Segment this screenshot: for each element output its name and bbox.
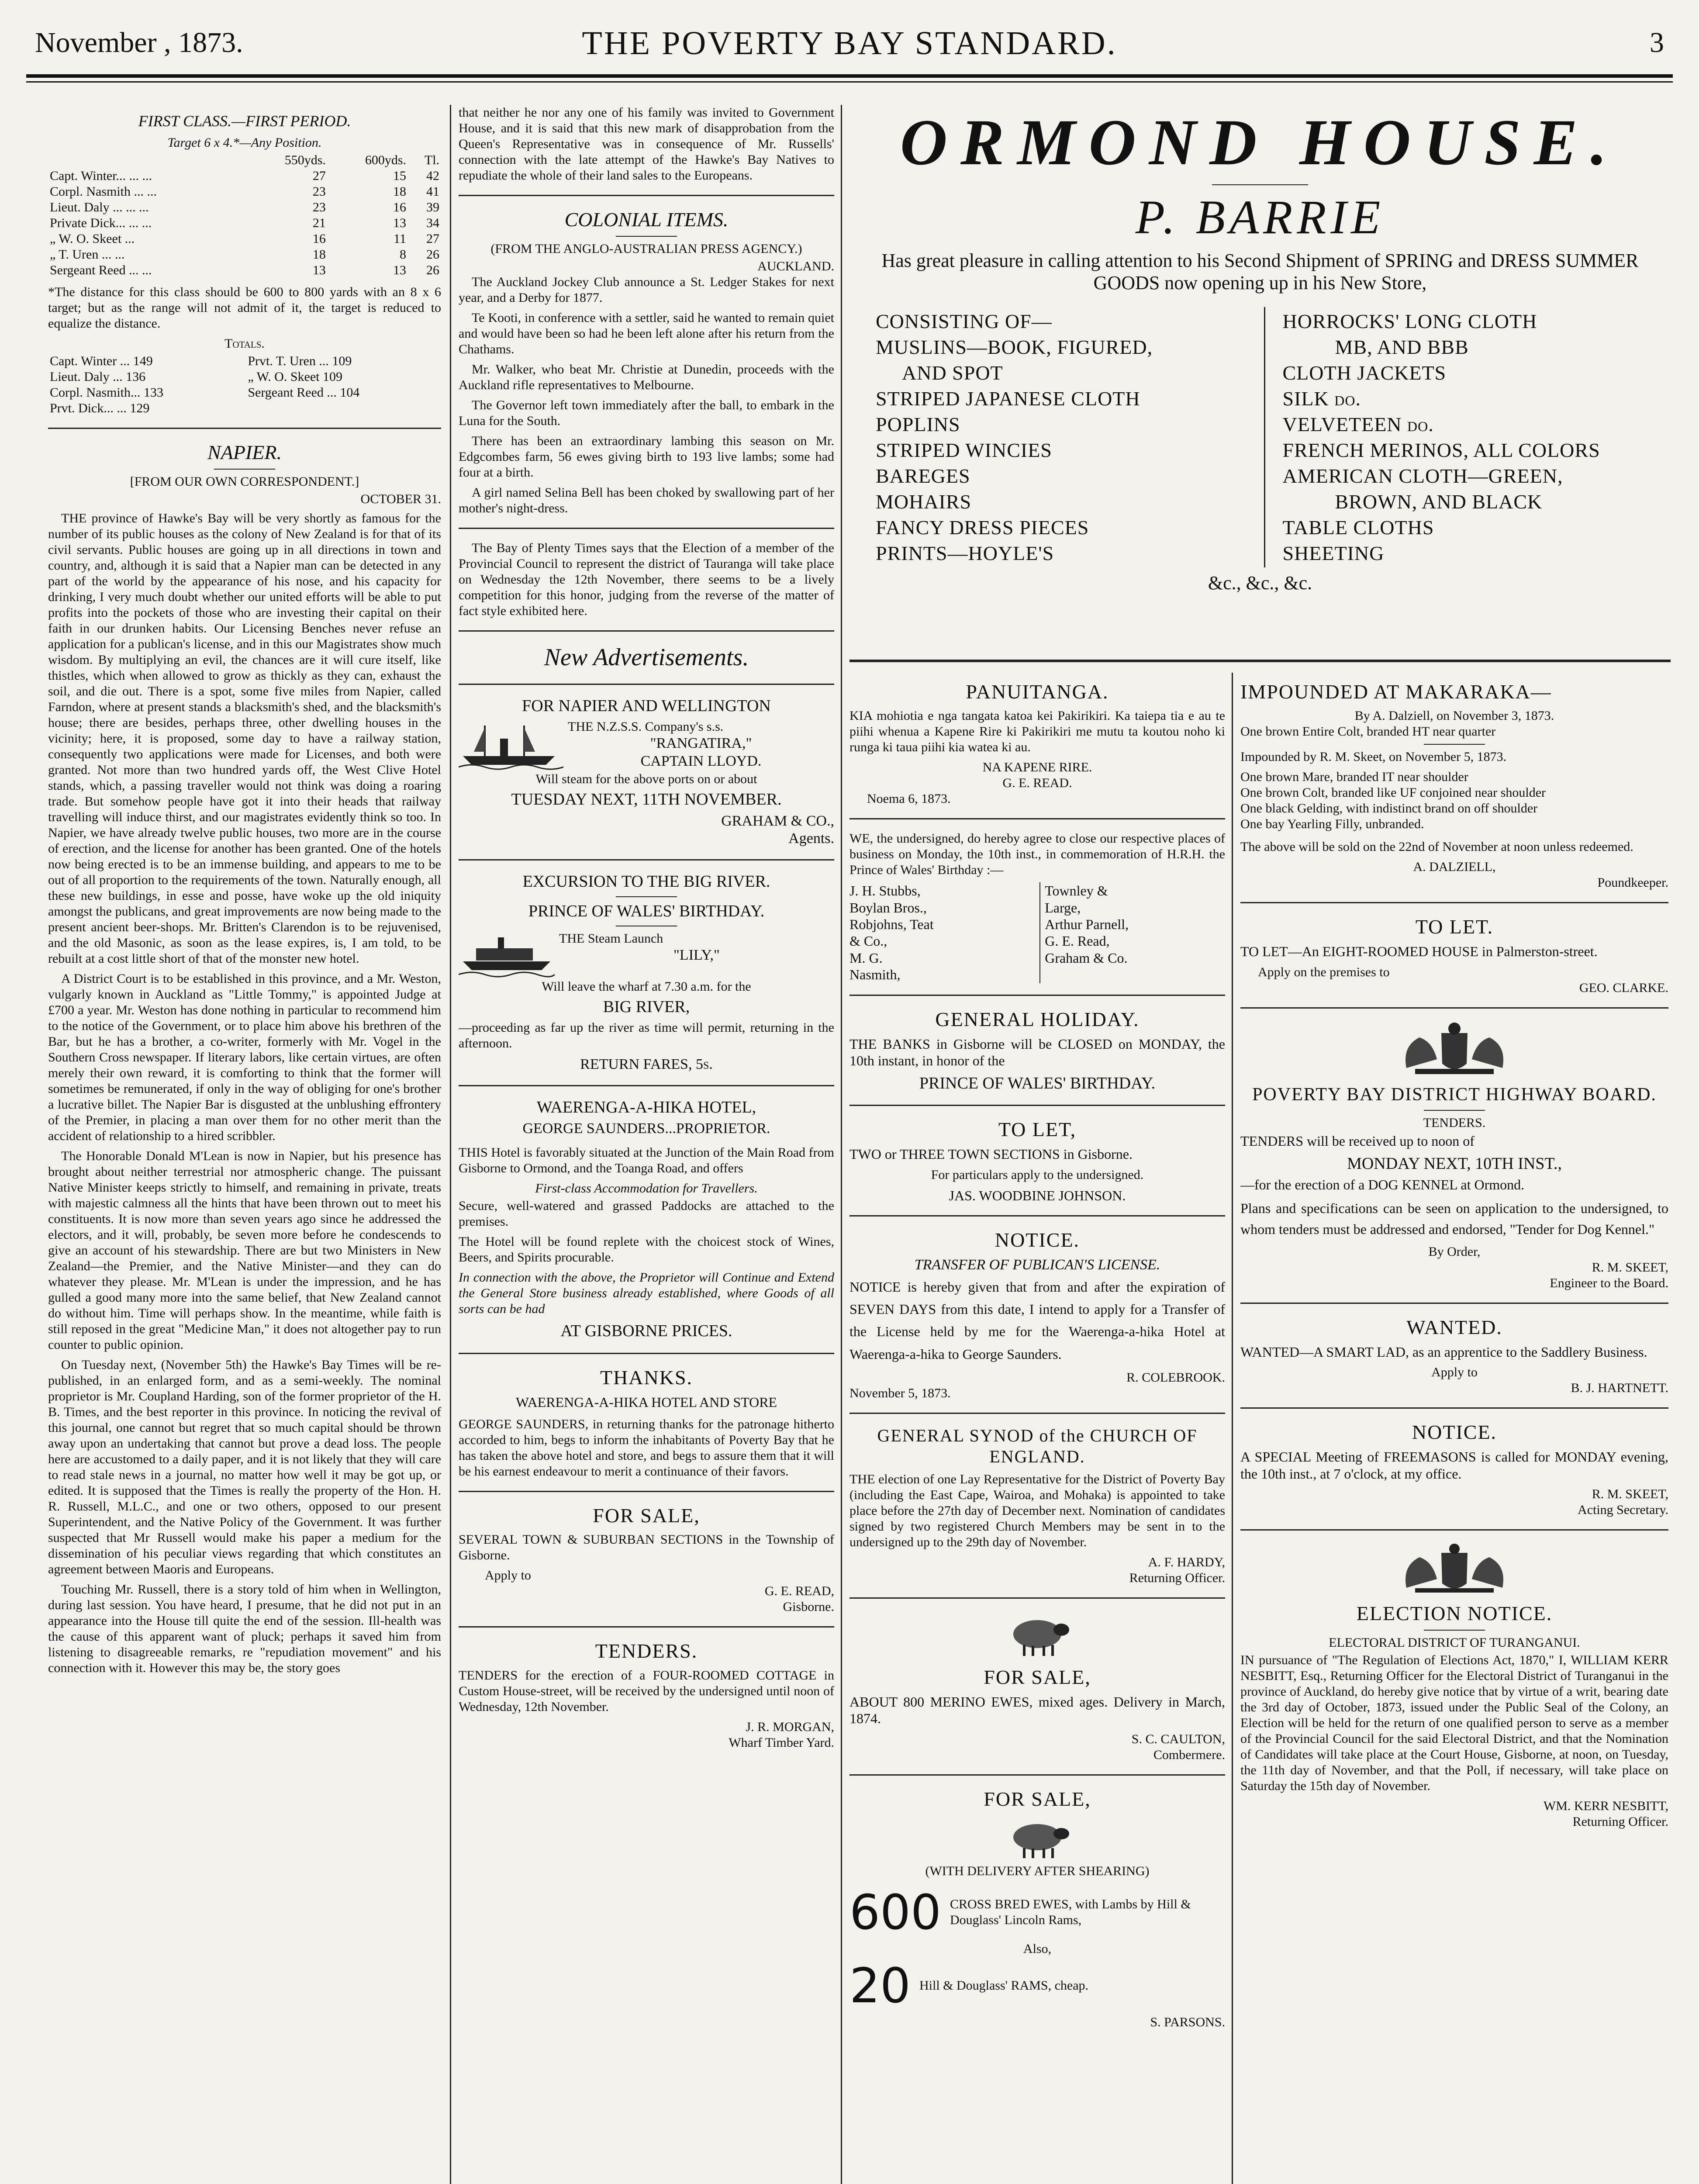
steam-launch-icon [459, 931, 555, 979]
list-item: MUSLINS—BOOK, FIGURED, [876, 336, 1153, 358]
list-item: POPLINS [876, 413, 960, 435]
synod-heading: GENERAL SYNOD of the CHURCH OF ENGLAND. [877, 1425, 1198, 1466]
sailing-date: TUESDAY NEXT, 11TH NOVEMBER. [511, 790, 782, 809]
list-item: CLOTH JACKETS [1282, 362, 1447, 384]
list-item: TABLE CLOTHS [1282, 516, 1434, 539]
synod-body: THE election of one Lay Representative for the District of Poverty Bay (including the East Cape, Wairoa, and Mohaka) is appointed to take place before the 27th day of December next. Nomination of candidates signed by two registered Church Members may be sent in to the undersigned up to the 29th day of November. [850, 1472, 1225, 1549]
waerenga-hotel-advertisement: WAERENGA-A-HIKA HOTEL, GEORGE SAUNDERS...PROPRIETOR. THIS Hotel is favorably situated at the Junction of the Main Road from Gisborne to Ormond, and the Toanga Road, and offers First-class Accommodation for Travellers. Secure, well-watered and grassed Paddocks are attached to the premises. The Hotel will be found replete with the choicest stock of Wines, Beers, and Spirits procurable. In connection with the above, the Proprietor will Continue and Extend the General Store business already established, where Goods of all sorts can be had AT GISBORNE PRICES. [459, 1098, 834, 1341]
list-item: STRIPED WINCIES [876, 439, 1052, 461]
list-item: STRIPED JAPANESE CLOTH [876, 387, 1140, 410]
totals-table [48, 353, 441, 416]
rifle-score-table [48, 152, 441, 278]
freemasons-notice-heading: NOTICE. [1412, 1421, 1497, 1444]
ormond-house-advertisement [850, 105, 1671, 655]
thanks-advertisement: THANKS. WAERENGA-A-HIKA HOTEL AND STORE GEORGE SAUNDERS, in returning thanks for the patronage hitherto accorded to him, begs to inform the inhabitants of Poverty Bay that he has taken the above hotel and store, and begs to assure them that it will be his earnest endeavour to merit a continuance of their favors. [459, 1366, 834, 1479]
merino-sale-heading: FOR SALE, [984, 1666, 1091, 1688]
election-notice-body: IN pursuance of "The Regulation of Elections Act, 1870," I, WILLIAM KERR NESBITT, Esq., Returning Officer for the Electoral District of Turanganui in the province of Auckland, do hereby give notice that by virtue of a writ, bearing date the 3rd day of October, 1873, issued under the Public Seal of the Colony, an Election will be held for the return of one qualified person to serve as a member of the Provincial Council for the said Electoral District, and that the Nomination of Candidates will take place at the Court House, Gisborne, at noon, on Tuesday, the 11th day of November, and that the Poll, if necessary, will take place on Saturday the 15th day of November. [1240, 1653, 1668, 1794]
election-notice-heading: ELECTION NOTICE. [1356, 1602, 1553, 1625]
column-2 [459, 105, 834, 2184]
ad-heading: FOR NAPIER AND WELLINGTON [522, 697, 771, 715]
article-paragraph: A District Court is to be established in this province, and a Mr. Weston, vulgarly known in Auckland as "Little Tommy," is appointed Judge at £700 a year. Mr. Weston has done nothing in particular to recommend him to the notice of the Government, or to place him above his brethren of the Bar, but he has a brother, a co-writer, formerly with Mr. Vogel in the Southern Cross newspaper. If literary labors, like certain virtues, are often merely their own reward, it is comforting to think that the former will sometimes be remunerated, if only in the way of obliging for one's brother a lucrative billet. The Napier Bar is disgusted at the unblushing effrontery of the Premier, in placing a man over them for no other merit than the accident of relationship to a hired scribbler. [48, 971, 441, 1144]
napier-heading: NAPIER. [207, 441, 282, 464]
new-advertisements-heading: New Advertisements. [544, 644, 749, 671]
list-item: One brown Colt, branded like UF conjoined near shoulder [1240, 785, 1546, 800]
ormond-etc: &c., &c., &c. [1208, 572, 1312, 594]
goods-list-left [850, 307, 1265, 567]
license-transfer-notice: NOTICE is hereby given that from and after the expiration of SEVEN DAYS from this date, I intend to apply for a Transfer of the License held by me for the Waerenga-a-hika Hotel at Waerenga-a-hika to George Saunders. [850, 1279, 1225, 1362]
table-row: Corpl. Nasmith... 133 Sergeant Reed ... 104 [50, 385, 360, 400]
goods-list-right [1265, 307, 1671, 567]
list-item: CONSISTING OF— [876, 310, 1052, 332]
table-row: Capt. Winter ... 149 Prvt. T. Uren ... 109 [50, 354, 352, 369]
ewe-count: 600 [850, 1884, 941, 1940]
news-item: There has been an extraordinary lambing this season on Mr. Edgcombes farm, 56 ewes giving birth to 193 live lambs; some had four at a birth. [459, 434, 834, 480]
article-paragraph: Touching Mr. Russell, there is a story told of him when in Wellington, during last session. You have heard, I presume, that he did not put in an appearance into the House till quite the end of the session. Ill-health was the cause of this apparent want of pluck; perhaps it saved him from listening to disagreeable remarks, re "repudiation movement" and his connection with it. However this may be, the story goes [48, 1582, 441, 1676]
list-item: AND SPOT [902, 362, 1003, 384]
signatories [850, 882, 1225, 983]
list-item: AMERICAN CLOTH—GREEN, [1282, 465, 1563, 487]
wanted-heading: WANTED. [1406, 1316, 1502, 1338]
table-row: Private Dick... ... ... 21 13 34 [50, 216, 439, 231]
column-divider [841, 105, 842, 2184]
list-item: One black Gelding, with indistinct brand on off shoulder [1240, 801, 1538, 816]
bay-of-plenty-item: The Bay of Plenty Times says that the Election of a member of the Provincial Council to represent the district of Tauranga will take place on Wednesday the 12th November, there seems to be a lively competition for this honor, judging from the reverse of the matter of fact style exhibited here. [459, 541, 834, 619]
list-item: SHEETING [1282, 542, 1385, 564]
royal-arms-emblem-icon [1389, 1020, 1520, 1077]
for-sale-sections-advertisement: FOR SALE, SEVERAL TOWN & SUBURBAN SECTIONS in the Township of Gisborne. Apply to G. E. READ, Gisborne. [459, 1504, 834, 1614]
list-item: One bay Yearling Filly, unbranded. [1240, 817, 1424, 832]
birthday-closing-notice: WE, the undersigned, do hereby agree to close our respective places of business on Monday, the 10th inst., in commemoration of H.R.H. the Prince of Wales' Birthday :— [850, 831, 1225, 878]
cottage-tenders-advertisement: TENDERS. TENDERS for the erection of a FOUR-ROOMED COTTAGE in Custom House-street, will be received by the undersigned until noon of Wednesday, 12th November. J. R. MORGAN, Wharf Timber Yard. [459, 1640, 834, 1750]
rifle-score-header: 550yds. 600yds. Tl. [284, 153, 439, 168]
rifle-heading: FIRST CLASS.—FIRST PERIOD. [138, 112, 351, 130]
masthead-rule-thin [26, 81, 1673, 83]
news-item: Te Kooti, in conference with a settler, said he wanted to remain quiet and would have been so had he been left alone after his return from the Chathams. [459, 311, 834, 357]
rifle-note: *The distance for this class should be 600 to 800 yards with an 8 x 6 target; but as the range will not admit of it, the target is reduced to equalize the distance. [48, 285, 441, 331]
panuitanga-heading: PANUITANGA. [966, 681, 1109, 703]
to-let-heading: TO LET, [998, 1118, 1077, 1141]
rifle-target: Target 6 x 4.*—Any Position. [167, 135, 322, 150]
column-3: PANUITANGA. KIA mohiotia e nga tangata katoa kei Pakirikiri. Ka taiepa tia e au te piihi whenua a Kapene Rire ki Pakirikiri me mutu ta koutou noho ki runga ki taua piihi kia watea ki au. NA KAPENE RIRE. G. E. READ. Noema 6, 1873. WE, the undersigned, do hereby agree to close our respective places of business on Monday, the 10th inst., in commemoration of H.R.H. the Prince of Wales' Birthday :— J. H. Stubbs, Boylan Bros., Robjohns, Teat & Co., M. G. Nasmith, Townley & Large, Arthur Parnell, G. E. Read, Graham & Co. GENERAL HOLIDAY. THE BANKS in Gisborne will be CLOSED on MONDAY, the 10th instant, in honor of the PRINCE OF WALES' BIRTHDAY. TO LET, TWO or THREE TOWN SECTIONS in Gisborne. For particulars apply to the undersigned. JAS. WOODBINE JOHNSON. NOTICE. TRANSFER OF PUBLICAN'S LICENSE. NOTICE is hereby given that from and after the expiration of SEVEN DAYS from this date, I intend to apply for a Transfer of the License held by me for the Waerenga-a-hika Hotel at Waerenga-a-hika to George Saunders. R. COLEBROOK. November 5, 1873. GENERAL SYNOD of the CHURCH OF ENGLAND. THE election of one Lay Representative for the District of Poverty Bay (including the East Cape, Wairoa, and Mohaka) is appointed to take place before the 27th day of December next. Nomination of candidates signed by two registered Church Members may be sent in to the undersigned up to the 29th day of November. A. F. HARDY, Returning Officer. FOR SALE, ABOUT 800 MERINO EWES, mixed ages. Delivery in March, 1874. S. C. CAULTON, Combermere. FOR SALE, (WITH DELIVERY AFTER SHEARING) 600 CROSS BRED EWES, with Lambs by Hill & Douglass' Lincoln Rams, Also, 20 Hill & Douglass' RAMS, cheap. S. PARSONS. [850, 681, 1225, 2029]
ormond-proprietor: P. BARRIE [1135, 190, 1385, 244]
newspaper-title: THE POVERTY BAY STANDARD. [582, 25, 1117, 62]
article-paragraph: The Honorable Donald M'Lean is now in Napier, but his presence has brought about neither terrestrial nor atmospheric change. The puissant Native Minister keeps strictly to himself, and remaining in private, treats with majestic calmness all the hints that have been thrown out to meet his constituents. It is now more than seven years ago since he addressed the electors, and it will, probably, be seven more before he condescends to give an account of his stewardship. There are but two Ministers in New Zealand—the Premier, and the Native Minister—and they can do whatever they please. Mr. M'Lean is under the impression, and he has gulled a good many more into the same belief, that New Zealand cannot do without him. Time will perhaps show. In the meantime, while faith is still reposed in the great "Medicine Man," it does not altogether pay to run counter to public opinion. [48, 1149, 441, 1352]
to-let-house-heading: TO LET. [1415, 916, 1494, 938]
notice-heading: NOTICE. [995, 1229, 1080, 1251]
panuitanga-body: KIA mohiotia e nga tangata katoa kei Pakirikiri. Ka taiepa tia e au te piihi whenua a Kapene Rire ki Pakirikiri me mutu ta koutou noho ki runga ki taua piihi kia watea ki au. [850, 708, 1225, 755]
table-row: Lieut. Daly ... 136 „ W. O. Skeet 109 [50, 370, 342, 384]
colonial-source: (FROM THE ANGLO-AUSTRALIAN PRESS AGENCY.) [490, 242, 802, 256]
article-paragraph: On Tuesday next, (November 5th) the Hawke's Bay Times will be re-published, in an enlarged form, and as a semi-weekly. The nominal proprietor is Mr. Coupland Harding, son of the former proprietor of the H. B. Times, and the best reporter in this province. In noticing the revival of this journal, one cannot but regret that so much capital should be thrown away upon an undertaking that cannot but prove a dead loss. The people here are accustomed to a daily paper, and it is not likely that they will care to read stale news in a journal, no matter how well it may be got up, or edited. It is supposed that the Times is really the property of the Hon. H. R. Russell, M.L.C., and one or two others, opposed to our present Superintendent, and the Native Policy of the Government. It was further suspected that Mr Russell would make his paper a medium for the dissemination of his peculiar views regarding that which constitutes an agreement between Maoris and Europeans. [48, 1358, 441, 1577]
table-row: Lieut. Daly ... ... ... 23 16 39 [50, 200, 439, 215]
masthead-rule [26, 74, 1673, 78]
sheep-icon [1002, 1610, 1072, 1658]
steamship-icon [459, 719, 563, 771]
list-item: HORROCKS' LONG CLOTH [1282, 310, 1537, 332]
colonial-items-heading: COLONIAL ITEMS. [564, 208, 729, 231]
news-item: The Governor left town immediately after the ball, to embark in the Luna for the South. [459, 398, 834, 429]
totals-heading: Totals. [224, 336, 265, 351]
column-divider [450, 105, 451, 2184]
list-item: FRENCH MERINOS, ALL COLORS [1282, 439, 1600, 461]
list-item: Boylan Bros., [850, 899, 927, 916]
list-item: Graham & Co. [1045, 950, 1128, 966]
table-row: Prvt. Dick... ... 129 [50, 401, 150, 416]
news-item: The Auckland Jockey Club announce a St. Ledger Stakes for next year, and a Derby for 1877. [459, 275, 834, 305]
news-item: A girl named Selina Bell has been choked by swallowing part of her mother's night-dress. [459, 485, 834, 516]
column-1 [48, 105, 441, 2184]
sheep-icon [1002, 1815, 1072, 1859]
issue-date: November , 1873. [35, 27, 243, 59]
ormond-house-title: ORMOND HOUSE. [900, 106, 1620, 179]
list-item: BROWN, AND BLACK [1335, 491, 1543, 513]
list-item: G. E. Read, [1045, 933, 1110, 949]
royal-arms-emblem-icon [1389, 1542, 1520, 1594]
column-divider [1232, 673, 1233, 2184]
table-row: Sergeant Reed ... ... 13 13 26 [50, 263, 439, 278]
rangatira-advertisement: FOR NAPIER AND WELLINGTON THE N.Z.S.S. Company's s.s. "RANGATIRA," CAPTAIN LLOYD. Will steam for the above ports on or about TUESDAY NEXT, 11TH NOVEMBER. GRAHAM & CO., Agents. [459, 696, 834, 848]
news-item: Mr. Walker, who beat Mr. Christie at Dunedin, proceeds with the Auckland rifle representatives to Melbourne. [459, 362, 834, 393]
highway-board-heading: POVERTY BAY DISTRICT HIGHWAY BOARD. [1252, 1084, 1657, 1105]
table-row: „ T. Uren ... ... 18 8 26 [50, 247, 439, 262]
table-row: „ W. O. Skeet ... 16 11 27 [50, 232, 439, 246]
launch-name: "LILY," [673, 947, 720, 964]
section-rule [48, 428, 441, 429]
list-item: MB, AND BBB [1335, 336, 1469, 358]
list-item: Robjohns, Teat & Co., [850, 916, 934, 949]
list-item: VELVETEEN do. [1282, 413, 1434, 435]
ship-name: "RANGATIRA," [650, 735, 752, 751]
masthead [26, 17, 1673, 70]
impounded-heading: IMPOUNDED AT MAKARAKA— [1240, 681, 1552, 703]
list-item: SILK do. [1282, 387, 1361, 410]
colonial-place: AUCKLAND. [757, 259, 834, 274]
ormond-goods-list [850, 307, 1671, 567]
general-holiday-heading: GENERAL HOLIDAY. [935, 1008, 1140, 1030]
column-4: IMPOUNDED AT MAKARAKA— By A. Dalziell, on November 3, 1873. One brown Entire Colt, branded HT near quarter Impounded by R. M. Skeet, on November 5, 1873. One brown Mare, branded IT near shoulder One brown Colt, branded like UF conjoined near shoulder One black Gelding, with indistinct brand on off shoulder One bay Yearling Filly, unbranded. The above will be sold on the 22nd of November at noon unless redeemed. A. DALZIELL, Poundkeeper. TO LET. TO LET—An EIGHT-ROOMED HOUSE in Palmerston-street. Apply on the premises to GEO. CLARKE. POVERTY BAY DISTRICT HIGHWAY BOARD. TENDERS. TENDERS will be received up to noon of MONDAY NEXT, 10TH INST., —for the erection of a DOG KENNEL at Ormond. Plans and specifications can be seen on application to the undersigned, to whom tenders must be addressed and endorsed, "Tender for Dog Kennel." By Order, R. M. SKEET, Engineer to the Board. WANTED. WANTED—A SMART LAD, as an apprentice to the Saddlery Business. Apply to B. J. HARTNETT. NOTICE. A SPECIAL Meeting of FREEMASONS is called for MONDAY evening, the 10th inst., at 7 o'clock, at my office. R. M. SKEET, Acting Secretary. ELECTION NOTICE. ELECTORAL DISTRICT OF TURANGANUI. IN pursuance of "The Regulation of Elections Act, 1870," I, WILLIAM KERR NESBITT, Esq., Returning Officer for the Electoral District of Turanganui in the province of Auckland, do hereby give notice that by virtue of a writ, bearing date the 3rd day of October, 1873, issued under the Public Seal of the Colony, an Election will be held for the return of one qualified person to serve as a member of the Provincial Council for the said Electoral District, and that the Nomination of Candidates will take place at the Court House, Gisborne, at noon, on Tuesday, the 11th day of November, and that the Poll, if necessary, will take place on Saturday the 15th day of November. WM. KERR NESBITT, Returning Officer. [1240, 681, 1668, 1829]
page-number: 3 [1650, 27, 1664, 59]
napier-date: OCTOBER 31. [360, 492, 441, 507]
table-row: Capt. Winter... ... ... 27 15 42 [50, 169, 439, 183]
lily-excursion-advertisement: EXCURSION TO THE BIG RIVER. PRINCE OF WALES' BIRTHDAY. THE Steam Launch "LILY," Will leave the wharf at 7.30 a.m. for the BIG RIVER, —proceeding as far up the river as time will permit, returning in the afternoon. RETURN FARES, 5s. [459, 872, 834, 1072]
napier-source: [FROM OUR OWN CORRESPONDENT.] [130, 474, 359, 489]
section-rule [850, 660, 1671, 662]
list-item: FANCY DRESS PIECES [876, 516, 1089, 539]
list-item: MOHAIRS [876, 491, 972, 513]
ram-count: 20 [850, 1957, 911, 2014]
article-paragraph: THE province of Hawke's Bay will be very shortly as famous for the number of its public houses as the colony of New Zealand is for that of its civil servants. Public houses are going up in all directions in town and country, and, although it is said that a Napier man can be detected in any part of the world by the appearance of his nose, and his capacity for drinking, I very much doubt whether our united efforts will be able to put profits into the pockets of those who are investing their capital on their faith in our drunken habits. Our Licensing Benches never refuse an application for a publican's license, and in this our Magistrates show much wisdom. By multiplying an evil, the chances are it will cure itself, like thistles, which when allowed to grow as thickly as they can, exhaust the soil, and die out. There is a spot, some five miles from Napier, called Farndon, where at present stands a blacksmith's shed, and the blacksmith's house; there are besides, perhaps three, other dwelling houses in the vicinity; here, it is proposed, some day to have a railway station, consequently two applications were made for Licenses, and both were granted. Not more than two hundred yards off, the West Clive Hotel stands, which, a passing traveller would not think was doing a roaring trade. But somehow people have got it into their heads that railway travelling will induce thirst, and our magistrates evidently think so too. In Napier, we have already twelve public houses, two more are in the course of erection, and the license for another has been granted. One of the hotels now being erected is to be an immense building, and appears to me to be out of all proportion to the requirements of the town. Naturally enough, all these new buildings, in esse and posse, have woke up the old iniquity amongst the publicans, and great improvements are now being made to the present ancient beer-shops. Mr. Britten's Clarendon is to be rejuvenised, and the old Masonic, as soon as the lease expires, is, I am told, to be rebuilt at a cost little short of that of the monster new hotel. [48, 511, 441, 966]
list-item: Townley & Large, [1045, 883, 1108, 916]
table-row: Corpl. Nasmith ... ... 23 18 41 [50, 184, 439, 199]
list-item: J. H. Stubbs, [850, 883, 921, 899]
ormond-intro: Has great pleasure in calling attention to his Second Shipment of SPRING and DRESS SUMMER GOODS now opening up in his New Store, [881, 250, 1639, 294]
list-item: PRINTS—HOYLE'S [876, 542, 1054, 564]
list-item: One brown Mare, branded IT near shoulder [1240, 770, 1468, 784]
list-item: BAREGES [876, 465, 970, 487]
cross-bred-sale-heading: FOR SALE, [984, 1787, 1091, 1810]
list-item: Arthur Parnell, [1045, 916, 1129, 932]
article-continuation: that neither he nor any one of his family was invited to Government House, and it is said that this new mark of disapprobation from the Queen's Representative was in consequence of Mr. Russells' connection with the late attempt of the Hawke's Bay Natives to repudiate the whole of their land sales to the Europeans. [459, 105, 834, 183]
list-item: M. G. Nasmith, [850, 950, 901, 983]
